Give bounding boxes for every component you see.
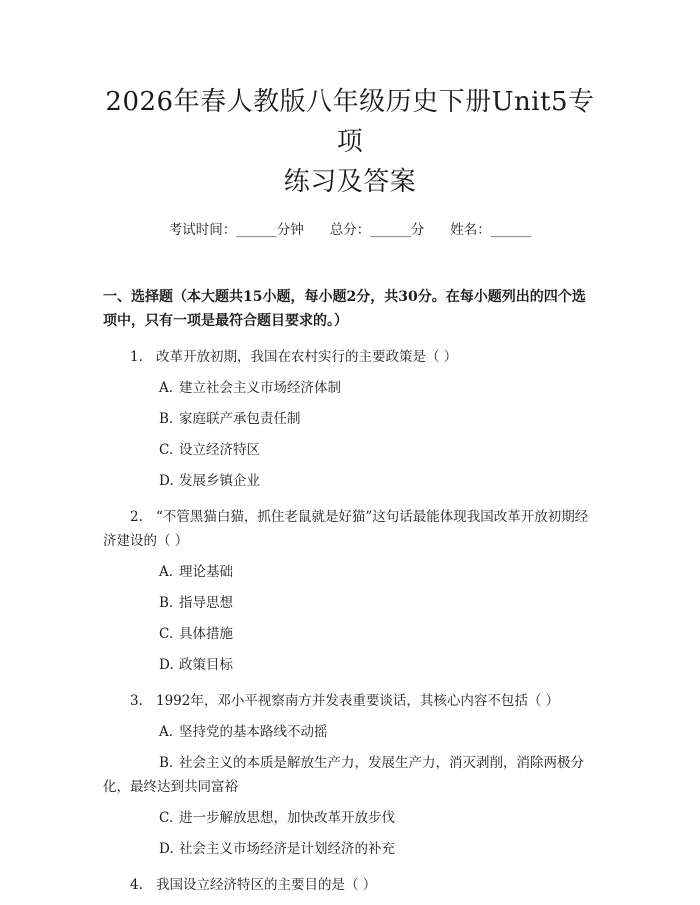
option-text: 理论基础: [179, 564, 233, 580]
option-letter: C.: [159, 810, 174, 826]
question-1-option-d: [103, 469, 597, 493]
question-number: 1.: [130, 349, 143, 365]
option-text: 设立经济特区: [179, 442, 260, 458]
document-title: [103, 0, 597, 202]
option-text: 家庭联产承包责任制: [179, 411, 301, 427]
question-1: [103, 345, 597, 369]
question-3-option-d: [103, 837, 597, 861]
option-letter: D.: [159, 473, 174, 489]
question-text: 改革开放初期，我国在农村实行的主要政策是（ ）: [156, 349, 458, 365]
option-letter: B.: [159, 595, 174, 611]
option-letter: C.: [159, 626, 174, 642]
question-2-option-b: [103, 591, 597, 615]
option-text: 进一步解放思想，加快改革开放步伐: [179, 810, 395, 826]
question-1-option-b: [103, 407, 597, 431]
question-number: 2.: [130, 509, 143, 525]
question-text: “不管黑猫白猫，抓住老鼠就是好猫”这句话最能体现我国改革开放初期经济建设的（ ）: [103, 509, 589, 549]
option-letter: C.: [159, 442, 174, 458]
student-name-field: 姓名：______: [450, 222, 532, 238]
option-letter: B.: [159, 411, 174, 427]
option-letter: B.: [159, 755, 174, 771]
option-letter: A.: [159, 724, 174, 740]
option-text: 政策目标: [179, 657, 233, 673]
total-score-field: 总分：______分: [329, 222, 425, 238]
question-text: 1992年，邓小平视察南方并发表重要谈话，其核心内容不包括（ ）: [156, 693, 560, 709]
exam-info-line: [103, 219, 597, 241]
option-text: 坚持党的基本路线不动摇: [179, 724, 328, 740]
exam-time-field: 考试时间：______分钟: [168, 222, 304, 238]
question-1-option-a: [103, 376, 597, 400]
question-4: [103, 873, 597, 897]
question-2: [103, 505, 597, 553]
option-text: 指导思想: [179, 595, 233, 611]
question-3-option-b: [103, 751, 597, 799]
title-line-1: 2026年春人教版八年级历史下册Unit5专项: [105, 87, 595, 157]
question-2-option-c: [103, 622, 597, 646]
section-heading: 一、选择题（本大题共15小题，每小题2分，共30分。在每小题列出的四个选项中，只有一项是最符合题目要求的。）: [103, 289, 586, 329]
question-3-option-a: [103, 720, 597, 744]
option-text: 社会主义市场经济是计划经济的补充: [179, 841, 395, 857]
question-text: 我国设立经济特区的主要目的是（ ）: [156, 877, 377, 893]
option-text: 具体措施: [179, 626, 233, 642]
option-letter: A.: [159, 380, 174, 396]
option-letter: D.: [159, 841, 174, 857]
option-letter: A.: [159, 564, 174, 580]
question-number: 3.: [130, 693, 143, 709]
question-2-option-a: [103, 560, 597, 584]
option-text: 发展乡镇企业: [179, 473, 260, 489]
option-text: 社会主义的本质是解放生产力，发展生产力，消灭剥削，消除两极分化，最终达到共同富裕: [103, 755, 584, 795]
option-letter: D.: [159, 657, 174, 673]
question-3: [103, 689, 597, 713]
question-1-option-c: [103, 438, 597, 462]
question-2-option-d: [103, 653, 597, 677]
question-3-option-c: [103, 806, 597, 830]
question-number: 4.: [130, 877, 143, 893]
title-line-2: 练习及答案: [283, 167, 417, 197]
option-text: 建立社会主义市场经济体制: [179, 380, 341, 396]
